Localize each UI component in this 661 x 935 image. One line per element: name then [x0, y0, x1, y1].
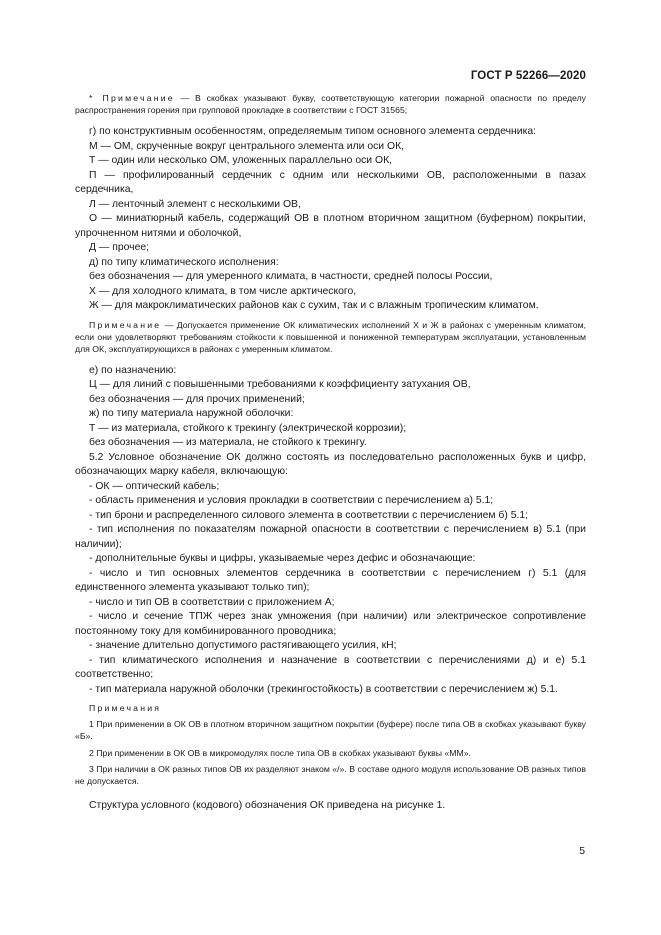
paragraph: Ц — для линий с повышенными требованиями к коэффициенту затухания ОВ,: [89, 379, 471, 391]
list-item: - область применения и условия прокладки в соответствии с перечислением а) 5.1;: [89, 495, 494, 507]
list-item: - число и сечение ТПЖ через знак умножения (при наличии) или электрическое сопротивление постоянному току для комбинированного проводника;: [75, 611, 586, 637]
list-item: - тип брони и распределенного силового элемента в соответствии с перечислением б) 5.1;: [89, 509, 529, 521]
climate-note-text: — Допускается применение ОК климатических исполнений Х и Ж в районах с умеренным климатом, если они удовлетворяют требованиям стойкости к повышенной и пониженной температурам эксплуатации, установленным для ОК, эксплуатирующихся в районах с умеренным климатом.: [75, 319, 586, 355]
list-item: - число и тип ОВ в соответствии с приложением А;: [89, 596, 335, 608]
paragraph: Ж — для макроклиматических районов как с сухим, так и с влажным тропическим климатом.: [89, 300, 539, 312]
paragraph: ж) по типу материала наружной оболочки:: [89, 408, 294, 420]
climate-note-prefix: Примечание: [89, 319, 162, 330]
paragraph: без обозначения — для прочих применений;: [89, 393, 305, 405]
note-item: 2 При применении в ОК ОВ в микромодулях после типа ОВ в скобках указывают буквы «ММ».: [89, 747, 471, 758]
paragraph: О — миниатюрный кабель, содержащий ОВ в плотном вторичном защитном (буферном) покрытии, упрочненном нитями и оболочкой,: [75, 213, 586, 239]
notes-title: Примечания: [89, 703, 162, 714]
paragraph: без обозначения — для умеренного климата, в частности, средней полосы России,: [89, 271, 493, 283]
paragraph: П — профилированный сердечник с одним или несколькими ОВ, расположенными в пазах сердечника,: [75, 169, 586, 196]
paragraph: Х — для холодного климата, в том числе арктического,: [89, 285, 357, 297]
list-item: - тип материала наружной оболочки (трекингостойкость) в соответствии с перечислением ж) 5.1.: [89, 683, 558, 695]
paragraph: Л — ленточный элемент с несколькими ОВ,: [89, 198, 301, 210]
paragraph: д) по типу климатического исполнения:: [89, 256, 279, 268]
list-item: - дополнительные буквы и цифры, указываемые через дефис и обозначающие:: [89, 553, 476, 565]
paragraph: е) по назначению:: [89, 364, 177, 376]
list-item: - число и тип основных элементов сердечника в соответствии с перечислением г) 5.1 (для единственного элемента указывают только тип);: [75, 567, 586, 594]
paragraph: Д — прочее;: [89, 242, 150, 254]
footnote: [75, 92, 586, 116]
list-item: - значение длительно допустимого растягивающего усилия, кН;: [89, 640, 397, 652]
list-item: - ОК — оптический кабель;: [89, 480, 220, 492]
section-g: [75, 125, 586, 314]
notes-block: [75, 702, 586, 787]
paragraph: М — ОМ, скрученные вокруг центрального элемента или оси ОК,: [89, 140, 405, 152]
section-e: [75, 364, 586, 698]
page-number: 5: [579, 846, 585, 857]
climate-note: [75, 319, 586, 356]
footnote-text: — В скобках указывают букву, соответствующую категории пожарной опасности по пределу распространения горения при групповой прокладке в соответствии с ГОСТ 31565;: [75, 93, 586, 116]
list-item: - тип исполнения по показателям пожарной опасности в соответствии с перечислением в) 5.1 (при наличии);: [75, 524, 586, 550]
paragraph: 5.2 Условное обозначение ОК должно состоять из последовательно расположенных букв и цифр, обозначающих марку кабеля, включающую:: [75, 451, 586, 478]
paragraph: Т — один или несколько ОМ, уложенных параллельно оси ОК,: [89, 155, 393, 167]
paragraph: Т — из материала, стойкого к трекингу (электрической коррозии);: [89, 422, 407, 434]
closing-paragraph: Структура условного (кодового) обозначения ОК приведена на рисунке 1.: [89, 800, 446, 812]
document-id: ГОСТ Р 52266—2020: [470, 70, 586, 82]
note-item: 3 При наличии в ОК разных типов ОВ их разделяют знаком «/». В составе одного модуля использование ОВ разных типов не допускается.: [75, 763, 586, 787]
footnote-prefix: * Примечание: [89, 93, 175, 103]
paragraph: г) по конструктивным особенностям, определяемым типом основного элемента сердечника:: [89, 126, 537, 138]
paragraph: без обозначения — из материала, не стойкого к трекингу.: [89, 437, 367, 449]
list-item: - тип климатического исполнения и назначение в соответствии с перечислениями д) и е) 5.1 соответственно;: [75, 654, 586, 681]
note-item: 1 При применении в ОК ОВ в плотном вторичном защитном покрытии (буфере) после типа ОВ в скобках указывают букву «Б».: [75, 719, 586, 742]
page-content: [75, 92, 586, 814]
